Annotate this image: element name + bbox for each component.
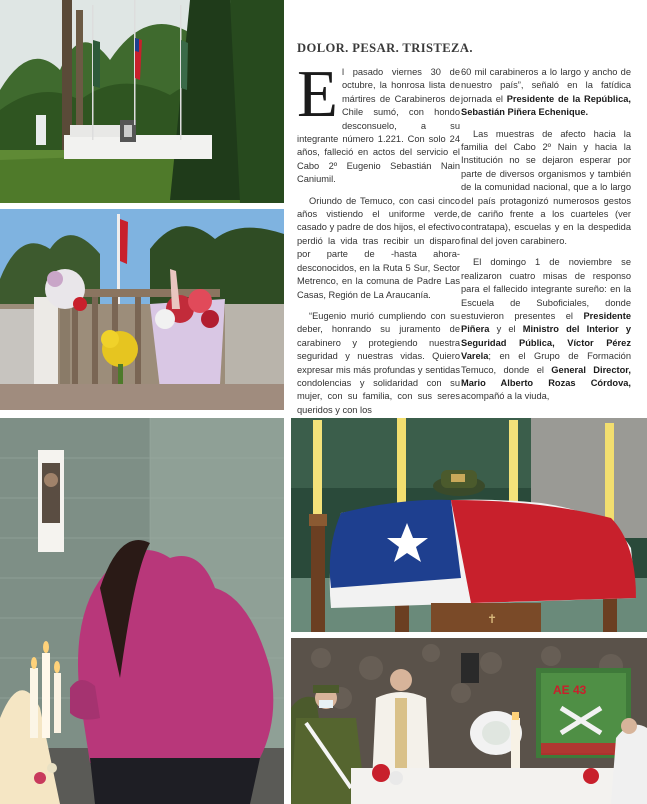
paragraph-6-text-g: acompañó a la viuda,	[461, 391, 550, 402]
paragraph-4-text: 60 mil carabineros a lo largo y ancho de nuestro país”, señaló en la fatídica jornada el	[461, 67, 631, 104]
paragraph-4	[461, 66, 631, 120]
photo-candle-vigil	[0, 418, 284, 804]
paragraph-1	[297, 57, 460, 187]
article	[297, 0, 647, 415]
photo-funeral-mass	[291, 638, 647, 804]
drop-cap: E	[297, 57, 338, 131]
paragraph-1-text: l pasado viernes 30 de octubre, la honrosa lista de mártires de Carabineros de Chile sumó, con hondo desconsuelo, a su integrante número 1.221. Con solo 24 años, falleció en actos del servicio el Cabo 2º Eugenio Sebastián Nain Caniumil.	[297, 67, 460, 185]
paragraph-5: Las muestras de afecto hacia la familia del Cabo 2º Nain y hacia la Institución no se dejaron esperar por parte de diversos organismos y también de la comunidad nacional, que a lo largo del país protagonizó numerosos gestos de cariño frente a los cuarteles (ver contratapa), escuelas y en la despedida final del joven carabinero.	[461, 128, 631, 246]
paragraph-2: Oriundo de Temuco, con casi cinco años vistiendo el uniforme verde, casado y padre de dos hijos, el efectivo perdió la vida tras recibir un disparo por parte de -hasta ahora- desconocidos, en la Ruta 5 Sur, Sector Metrenco, en la comuna de Padre Las Casas, Región de La Araucanía.	[297, 195, 460, 300]
article-headline: DOLOR. PESAR. TRISTEZA.	[297, 41, 473, 55]
paragraph-6-text-a: El domingo 1 de noviembre se realizaron cuatro misas de responso para el fallecido integrante sureño: en la Escuela de Suboficiales, donde estuvieron presentes el	[461, 257, 631, 321]
general-director-name: General Director, Mario Alberto Rozas Córdova,	[461, 364, 631, 388]
president-short: Presidente Piñera	[461, 310, 631, 335]
coffin-cross-icon: ✝	[487, 612, 498, 626]
paragraph-6-text-e: ; en el Grupo de Formación Temuco, donde el	[461, 351, 631, 375]
paragraph-3: “Eugenio murió cumpliendo con su deber, honrando su juramento de carabinero y protegiendo nuestra seguridad y nuestras vidas. Quiero expresar mis más profundas y sentidas condolencias y solidaridad con su mujer, con su familia, con sus seres queridos y con los	[297, 310, 460, 415]
article-column-right	[461, 66, 631, 412]
photo-memorial-flags	[0, 0, 284, 203]
minister-name: Ministro del Interior y Seguridad Pública, Víctor Pérez Varela	[461, 324, 631, 362]
article-column-left	[297, 57, 460, 425]
paragraph-6-text-c: y el	[489, 324, 523, 335]
photo-coffin-flag	[291, 418, 647, 632]
president-name: Presidente de la República, Sebastián Piñera Echenique.	[461, 93, 631, 118]
paragraph-6	[461, 256, 631, 403]
photo-flower-tribute	[0, 209, 284, 410]
mass-banner-text: AE 43	[553, 683, 587, 697]
